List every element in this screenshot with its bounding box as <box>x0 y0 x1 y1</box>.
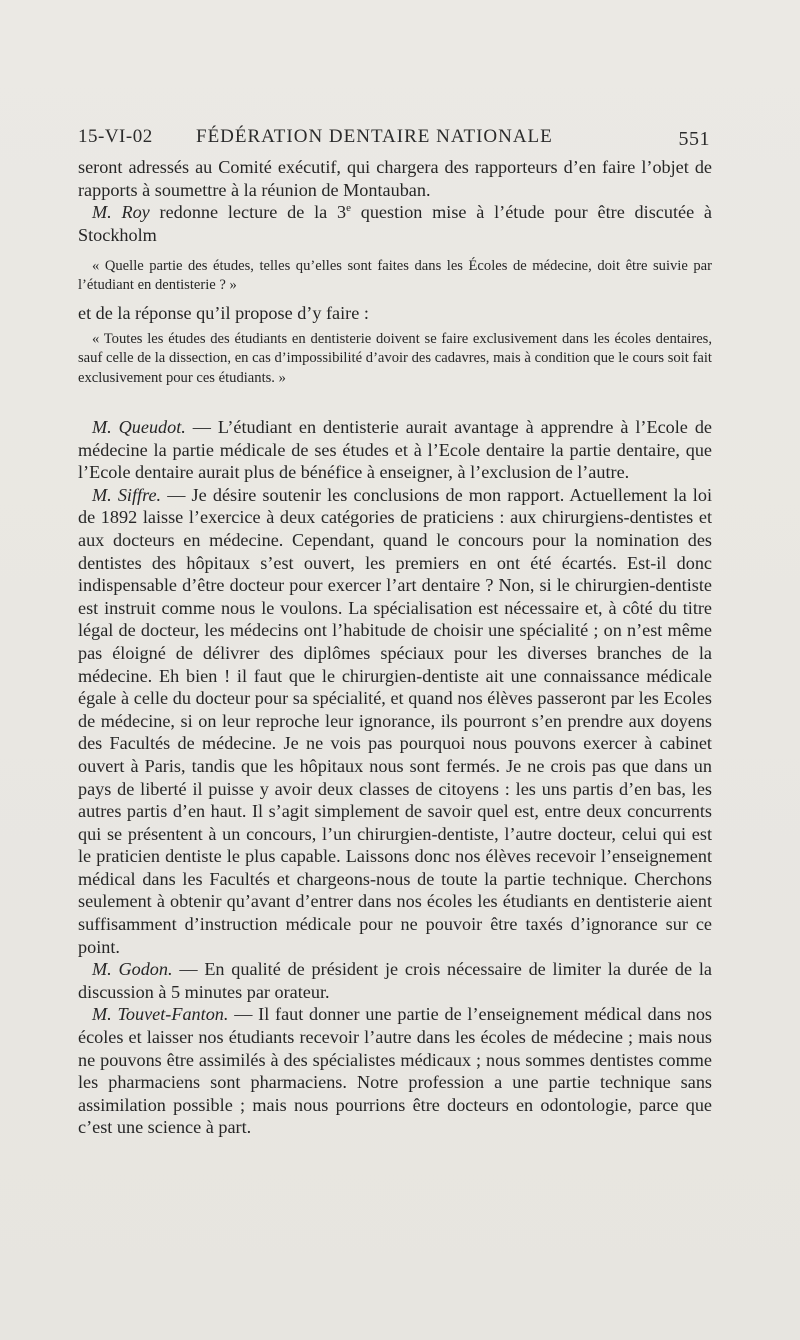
speaker-touvet-fanton: M. Touvet-Fanton. <box>92 1004 229 1025</box>
queudot-text: — L’étudiant en dentisterie aurait avantage à apprendre à l’Ecole de médecine la partie médicale de ses études et à l’Ecole dentaire la partie dentaire, que l’Ecole dentaire aurait plus de bénéfice à enseigner, à l’exclusion de l’autre. <box>78 417 712 483</box>
touvet-text: — Il faut donner une partie de l’enseignement médical dans nos écoles et laisser nos étudiants recevoir l’autre dans les écoles de médecine ; mais nous ne pouvons être assimilés à des spécialistes médicaux ; nous sommes dentistes comme les pharmaciens sont pharmaciens. Notre profession a une partie technique sans assimilation possible ; mais nous pourrions être docteurs en odontologie, parce que c’est une science à part. <box>78 1004 712 1138</box>
speaker-siffre: M. Siffre. <box>92 484 162 505</box>
header-date: 15-VI-02 <box>78 126 153 147</box>
roy-superscript: e <box>346 202 351 215</box>
running-header <box>78 126 710 154</box>
paragraph-continuation: seront adressés au Comité exécutif, qui chargera des rapporteurs d’en faire l’objet de rapports à soumettre à la réunion de Montauban. <box>78 157 712 200</box>
answer-quote: « Toutes les études des étudiants en dentisterie doivent se faire exclusivement dans les écoles dentaires, sauf celle de la dissection, en cas d’impossibilité d’avoir des cadavres, mais à condition que le cours soit fait exclusivement pour ces étudiants. » <box>78 331 712 386</box>
quoted-answer <box>78 330 712 388</box>
answer-intro-text: et de la réponse qu’il propose d’y faire : <box>78 303 369 323</box>
siffre-text: — Je désire soutenir les conclusions de mon rapport. Actuellement la loi de 1892 laisse l’exercice à deux catégories de praticiens : aux chirurgiens-dentistes et aux docteurs en médecine. Cependant, quand le concours pour la nomination des dentistes des hôpitaux s’est ouvert, les premiers en ont été écartés. Est-il donc indispensable d’être docteur pour exercer l’art dentaire ? Non, si le chirurgien-dentiste est instruit comme nous le voulons. La spécialisation est nécessaire et, à côté du titre légal de docteur, les médecins ont l’habitude de choisir une spécialité ; on n’est même pas éloigné de délivrer des diplômes spéciaux pour les diverses branches de la médecine. Eh bien ! il faut que le chirurgien-dentiste ait une connaissance médicale égale à celle du docteur pour sa spécialité, et quand nos élèves passeront par les Ecoles de médecine, si on leur reproche leur ignorance, ils pourront s’en prendre aux doyens des Facultés de médecine. Je ne vois pas pourquoi nous pouvons exercer à cabinet ouvert à Paris, tandis que les hôpitaux nous sont fermés. Je ne crois pas que dans un pays de liberté il puisse y avoir deux classes de citoyens : les uns partis d’en bas, les autres partis d’en haut. Il s’agit simplement de savoir quel est, entre deux concurrents qui se présentent à un concours, l’un chirurgien-dentiste, l’autre docteur, celui qui est le praticien dentiste le plus capable. Laissons donc nos élèves recevoir l’enseignement médical dans les Facultés et chargeons-nous de toute la partie technique. Cherchons seulement à obtenir qu’avant d’entrer dans nos écoles les étudiants en dentisterie aient suffisamment d’instruction médicale pour ne pouvoir être taxés d’ignorance sur ce point. <box>78 484 712 957</box>
answer-intro <box>78 302 712 325</box>
speaker-roy: M. Roy <box>92 202 150 223</box>
speaker-godon: M. Godon. <box>92 959 173 980</box>
quoted-question <box>78 257 712 296</box>
paragraph-touvet-fanton <box>78 1003 712 1139</box>
roy-text-a: redonne lecture de la 3 <box>149 202 347 223</box>
paragraph-queudot <box>78 416 712 484</box>
paragraph-siffre <box>78 484 712 958</box>
speaker-queudot: M. Queudot. <box>92 417 186 437</box>
paragraph-roy <box>78 201 712 246</box>
roy-text-b: question mise à l’étude pour être discutée à Stockholm <box>78 202 712 245</box>
discussion <box>78 416 712 1139</box>
opening-paragraphs <box>78 156 712 246</box>
godon-text: — En qualité de président je crois nécessaire de limiter la durée de la discussion à 5 minutes par orateur. <box>78 959 712 1002</box>
header-title: FÉDÉRATION DENTAIRE NATIONALE <box>196 126 553 147</box>
question-quote: « Quelle partie des études, telles qu’elles sont faites dans les Écoles de médecine, doit être suivie par l’étudiant en dentisterie ? » <box>78 258 712 294</box>
page-number: 551 <box>678 128 710 150</box>
paragraph-godon <box>78 958 712 1003</box>
